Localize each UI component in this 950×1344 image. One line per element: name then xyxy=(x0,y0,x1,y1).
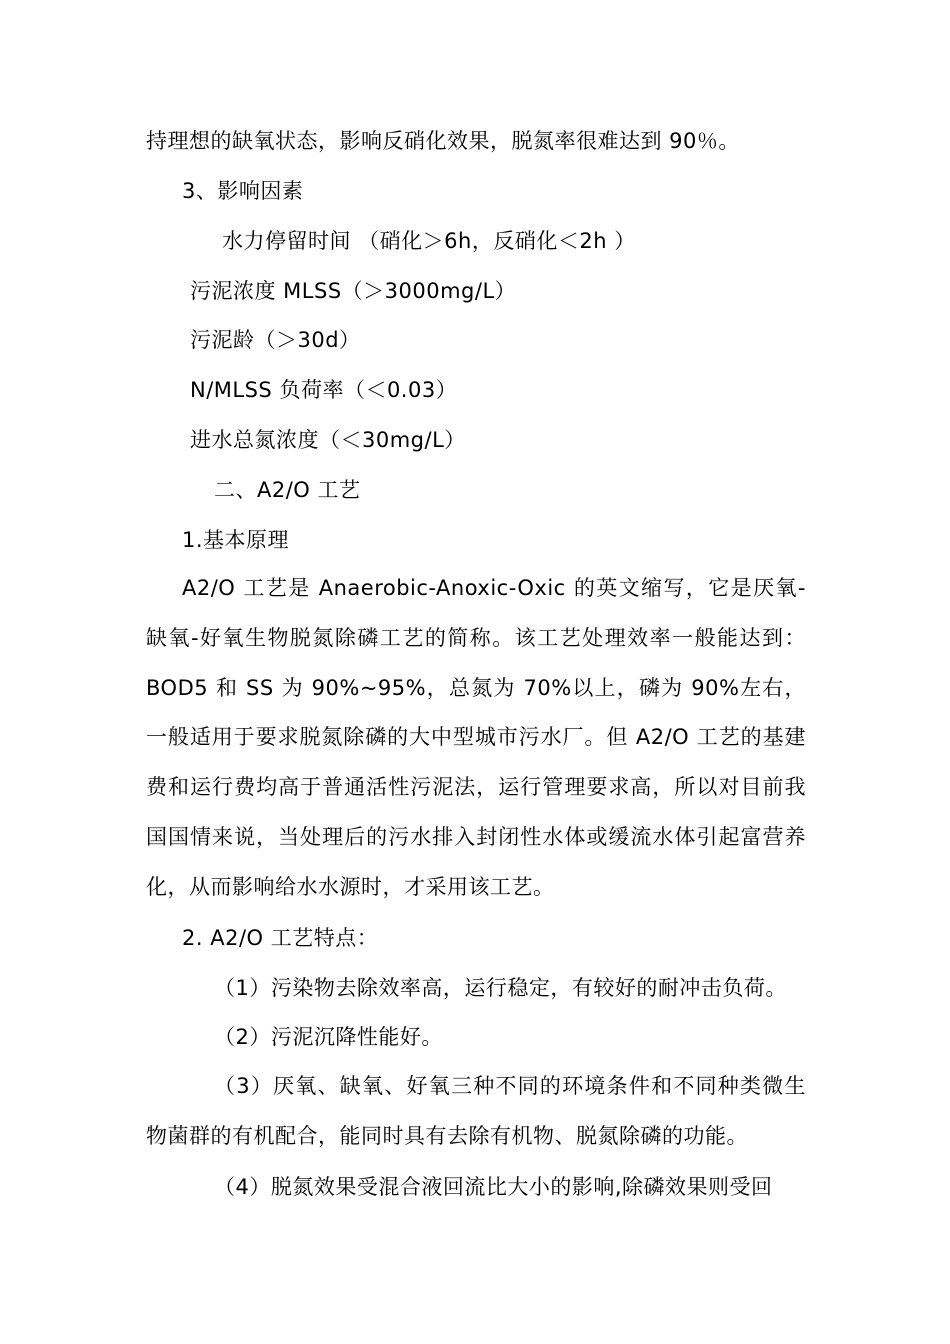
text-line: 污泥浓度 MLSS（＞3000mg/L） xyxy=(190,279,517,303)
subsection-heading-features: 2. A2/O 工艺特点： xyxy=(182,926,379,950)
list-item: （1）污染物去除效率高，运行稳定，有较好的耐冲击负荷。 xyxy=(214,976,787,1000)
text-line: 水力停留时间 （硝化＞6h，反硝化＜2h ） xyxy=(222,229,636,253)
text-line: N/MLSS 负荷率（＜0.03） xyxy=(190,378,458,402)
subsection-heading-principle: 1.基本原理 xyxy=(182,528,290,552)
list-item: （2）污泥沉降性能好。 xyxy=(214,1025,443,1049)
list-item: （4）脱氮效果受混合液回流比大小的影响,除磷效果则受回 xyxy=(214,1175,773,1199)
text-line: 污泥龄（＞30d） xyxy=(190,328,361,352)
section-heading-influencing-factors: 3、影响因素 xyxy=(182,179,304,203)
paragraph-principle: A2/O 工艺是 Anaerobic-Anoxic-Oxic 的英文缩写，它是厌氧-缺氧-好氧生物脱氮除磷工艺的简称。该工艺处理效率一般能达到：BOD5 和 SS 为 90%~95%，总氮为 70%以上，磷为 90%左右，一般适用于要求脱氮除磷的大中型城市污水厂。但 A2/O 工艺的基建费和运行费均高于普通活性污泥法，运行管理要求高，所以对目前我国国情来说，当处理后的污水排入封闭性水体或缓流水体引起富营养化，从而影响给水水源时，才采用该工艺。 xyxy=(146,576,806,899)
text-line: 进水总氮浓度（＜30mg/L） xyxy=(190,428,466,452)
list-item-paragraph: （3）厌氧、缺氧、好氧三种不同的环境条件和不同种类微生物菌群的有机配合，能同时具有去除有机物、脱氮除磷的功能。 xyxy=(146,1074,806,1148)
section-heading-a2o: 二、A2/O 工艺 xyxy=(214,478,361,502)
text-line: 持理想的缺氧状态，影响反硝化效果，脱氮率很难达到 90％。 xyxy=(146,129,740,153)
